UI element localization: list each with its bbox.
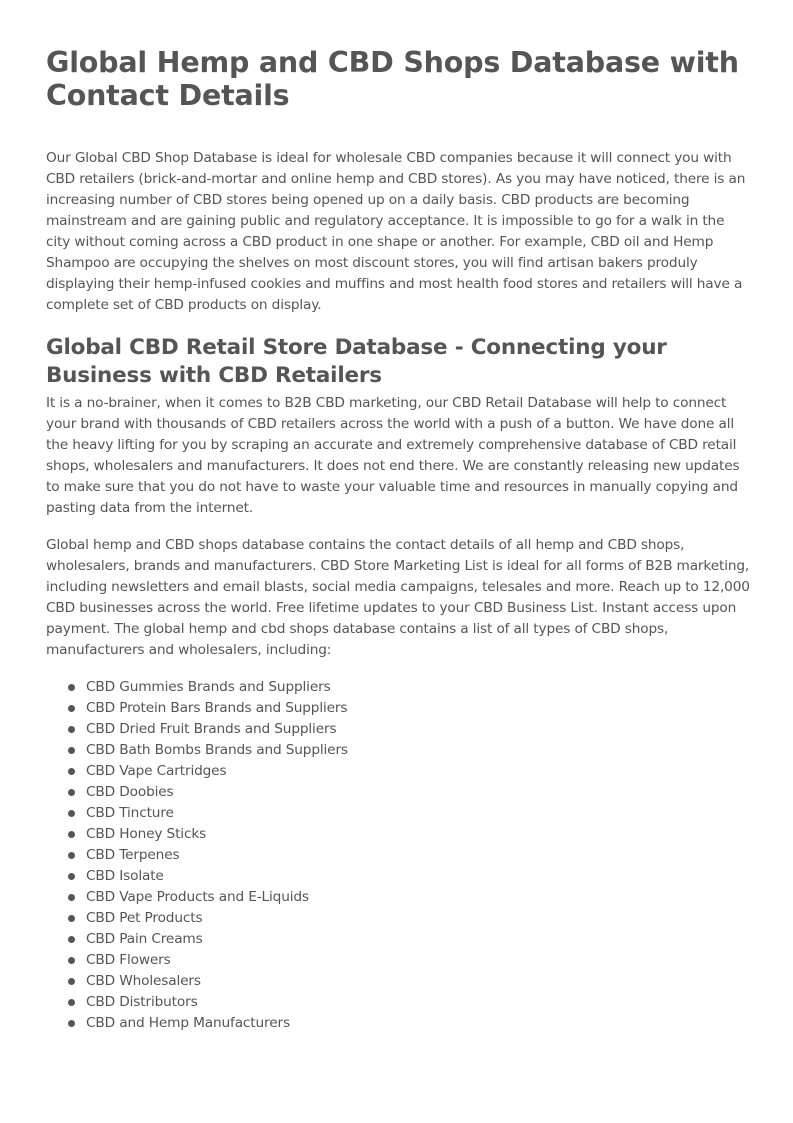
bullet-icon [68, 831, 75, 838]
list-item-text: CBD Honey Sticks [86, 826, 207, 842]
list-item-text: CBD Terpenes [86, 847, 180, 863]
bullet-icon [68, 978, 75, 985]
bullet-icon [68, 684, 75, 691]
list-item-text: CBD Doobies [86, 784, 174, 800]
bullet-icon [68, 936, 75, 943]
list-item [86, 887, 752, 908]
list-item-text: CBD Distributors [86, 994, 198, 1010]
bullet-icon [68, 747, 75, 754]
intro-paragraph: Our Global CBD Shop Database is ideal for wholesale CBD companies because it will connect you with CBD retailers (brick-and-mortar and online hemp and CBD stores). As you may have noticed, there is an increasing number of CBD stores being opened up on a daily basis. CBD products are becoming mainstream and are gaining public and regulatory acceptance. It is impossible to go for a walk in the city without coming across a CBD product in one shape or another. For example, CBD oil and Hemp Shampoo are occupying the shelves on most discount stores, you will find artisan bakers produly displaying their hemp-infused cookies and muffins and most health food stores and retailers will have a complete set of CBD products on display. [46, 150, 746, 313]
list-item [86, 698, 752, 719]
document-page [46, 46, 752, 1034]
list-item [86, 782, 752, 803]
section-heading: Global CBD Retail Store Database - Connecting your Business with CBD Retailers [46, 335, 667, 388]
list-item-text: CBD Pet Products [86, 910, 203, 926]
list-item-text: CBD Pain Creams [86, 931, 203, 947]
list-item-text: CBD Isolate [86, 868, 164, 884]
list-item-text: CBD Bath Bombs Brands and Suppliers [86, 742, 348, 758]
list-item [86, 929, 752, 950]
bullet-icon [68, 957, 75, 964]
list-item-text: CBD Gummies Brands and Suppliers [86, 679, 331, 695]
bullet-icon [68, 873, 75, 880]
page-title: Global Hemp and CBD Shops Database with Contact Details [46, 46, 739, 112]
bullet-icon [68, 789, 75, 796]
bullet-icon [68, 999, 75, 1006]
list-item-text: CBD Vape Products and E-Liquids [86, 889, 309, 905]
list-item-text: CBD Protein Bars Brands and Suppliers [86, 700, 348, 716]
list-item [86, 908, 752, 929]
list-item [86, 950, 752, 971]
bullet-icon [68, 705, 75, 712]
list-item [86, 719, 752, 740]
section-paragraph-1: It is a no-brainer, when it comes to B2B CBD marketing, our CBD Retail Database will help to connect your brand with thousands of CBD retailers across the world with a push of a button. We have done all the heavy lifting for you by scraping an accurate and extremely comprehensive database of CBD retail shops, wholesalers and manufacturers. It does not end there. We are constantly releasing new updates to make sure that you do not have to waste your valuable time and resources in manually copying and pasting data from the internet. [46, 395, 740, 516]
list-item [86, 761, 752, 782]
bullet-icon [68, 768, 75, 775]
list-item [86, 971, 752, 992]
list-item [86, 866, 752, 887]
bullet-icon [68, 915, 75, 922]
product-type-list [46, 677, 752, 1034]
list-item [86, 845, 752, 866]
section-paragraph-2: Global hemp and CBD shops database contains the contact details of all hemp and CBD shops, wholesalers, brands and manufacturers. CBD Store Marketing List is ideal for all forms of B2B marketing, including newsletters and email blasts, social media campaigns, telesales and more. Reach up to 12,000 CBD businesses across the world. Free lifetime updates to your CBD Business List. Instant access upon payment. The global hemp and cbd shops database contains a list of all types of CBD shops, manufacturers and wholesalers, including: [46, 537, 750, 658]
list-item [86, 803, 752, 824]
list-item [86, 824, 752, 845]
bullet-icon [68, 852, 75, 859]
list-item [86, 992, 752, 1013]
list-item [86, 740, 752, 761]
list-item-text: CBD Flowers [86, 952, 171, 968]
bullet-icon [68, 726, 75, 733]
bullet-icon [68, 1020, 75, 1027]
list-item [86, 1013, 752, 1034]
bullet-icon [68, 894, 75, 901]
list-item-text: CBD and Hemp Manufacturers [86, 1015, 290, 1031]
list-item-text: CBD Tincture [86, 805, 174, 821]
list-item-text: CBD Vape Cartridges [86, 763, 227, 779]
list-item [86, 677, 752, 698]
list-item-text: CBD Wholesalers [86, 973, 201, 989]
list-item-text: CBD Dried Fruit Brands and Suppliers [86, 721, 337, 737]
bullet-icon [68, 810, 75, 817]
